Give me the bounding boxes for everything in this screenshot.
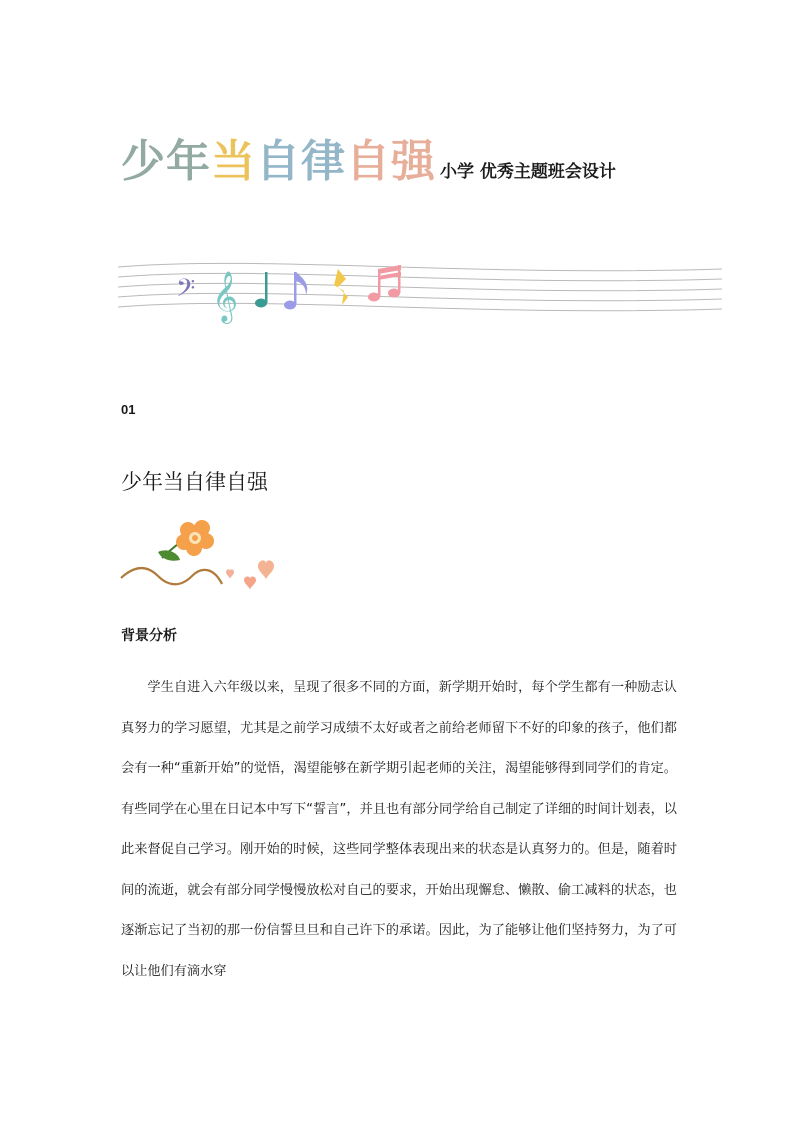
- title-char: 当: [211, 136, 256, 187]
- main-title: [121, 136, 436, 187]
- svg-text:𝄞: 𝄞: [212, 271, 239, 322]
- title-char: 强: [391, 136, 436, 187]
- flower-decoration: [118, 514, 278, 598]
- treble-clef-icon: [212, 271, 238, 324]
- subtitle: 小学 优秀主题班会设计: [440, 162, 616, 182]
- title-row: [121, 136, 616, 187]
- background-analysis-heading: 背景分析: [121, 628, 177, 644]
- title-char: 律: [301, 136, 346, 187]
- title-char: 少: [121, 136, 166, 187]
- section-number: 01: [121, 402, 136, 417]
- heart-icon: [226, 560, 274, 590]
- eighth-note-icon: [284, 272, 307, 310]
- flower-icon: [158, 520, 214, 561]
- beamed-notes-icon: [368, 265, 401, 302]
- svg-text:𝄢: 𝄢: [176, 274, 196, 309]
- section-title: 少年当自律自强: [121, 470, 268, 494]
- title-char: 自: [256, 136, 301, 187]
- music-staff-decoration: [118, 255, 722, 325]
- background-paragraph: 学生自进入六年级以来，呈现了很多不同的方面，新学期开始时，每个学生都有一种励志认真努力的学习愿望，尤其是之前学习成绩不太好或者之前给老师留下不好的印象的孩子，他们都会有一种“重新开始”的觉悟，渴望能够在新学期引起老师的关注，渴望能够得到同学们的肯定。有些同学在心里在日记本中写下“誓言”，并且也有部分同学给自己制定了详细的时间计划表，以此来督促自己学习。刚开始的时候，这些同学整体表现出来的状态是认真努力的。但是，随着时间的流逝，就会有部分同学慢慢放松对自己的要求，开始出现懈怠、懒散、偷工减料的状态，也逐渐忘记了当初的那一份信誓旦旦和自己许下的承诺。因此，为了能够让他们坚持努力，为了可以让他们有滴水穿: [121, 680, 677, 979]
- title-char: 自: [346, 136, 391, 187]
- title-char: 年: [166, 136, 211, 187]
- rest-icon: [334, 269, 348, 305]
- bass-clef-icon: [176, 274, 195, 309]
- quarter-note-icon: [255, 272, 268, 308]
